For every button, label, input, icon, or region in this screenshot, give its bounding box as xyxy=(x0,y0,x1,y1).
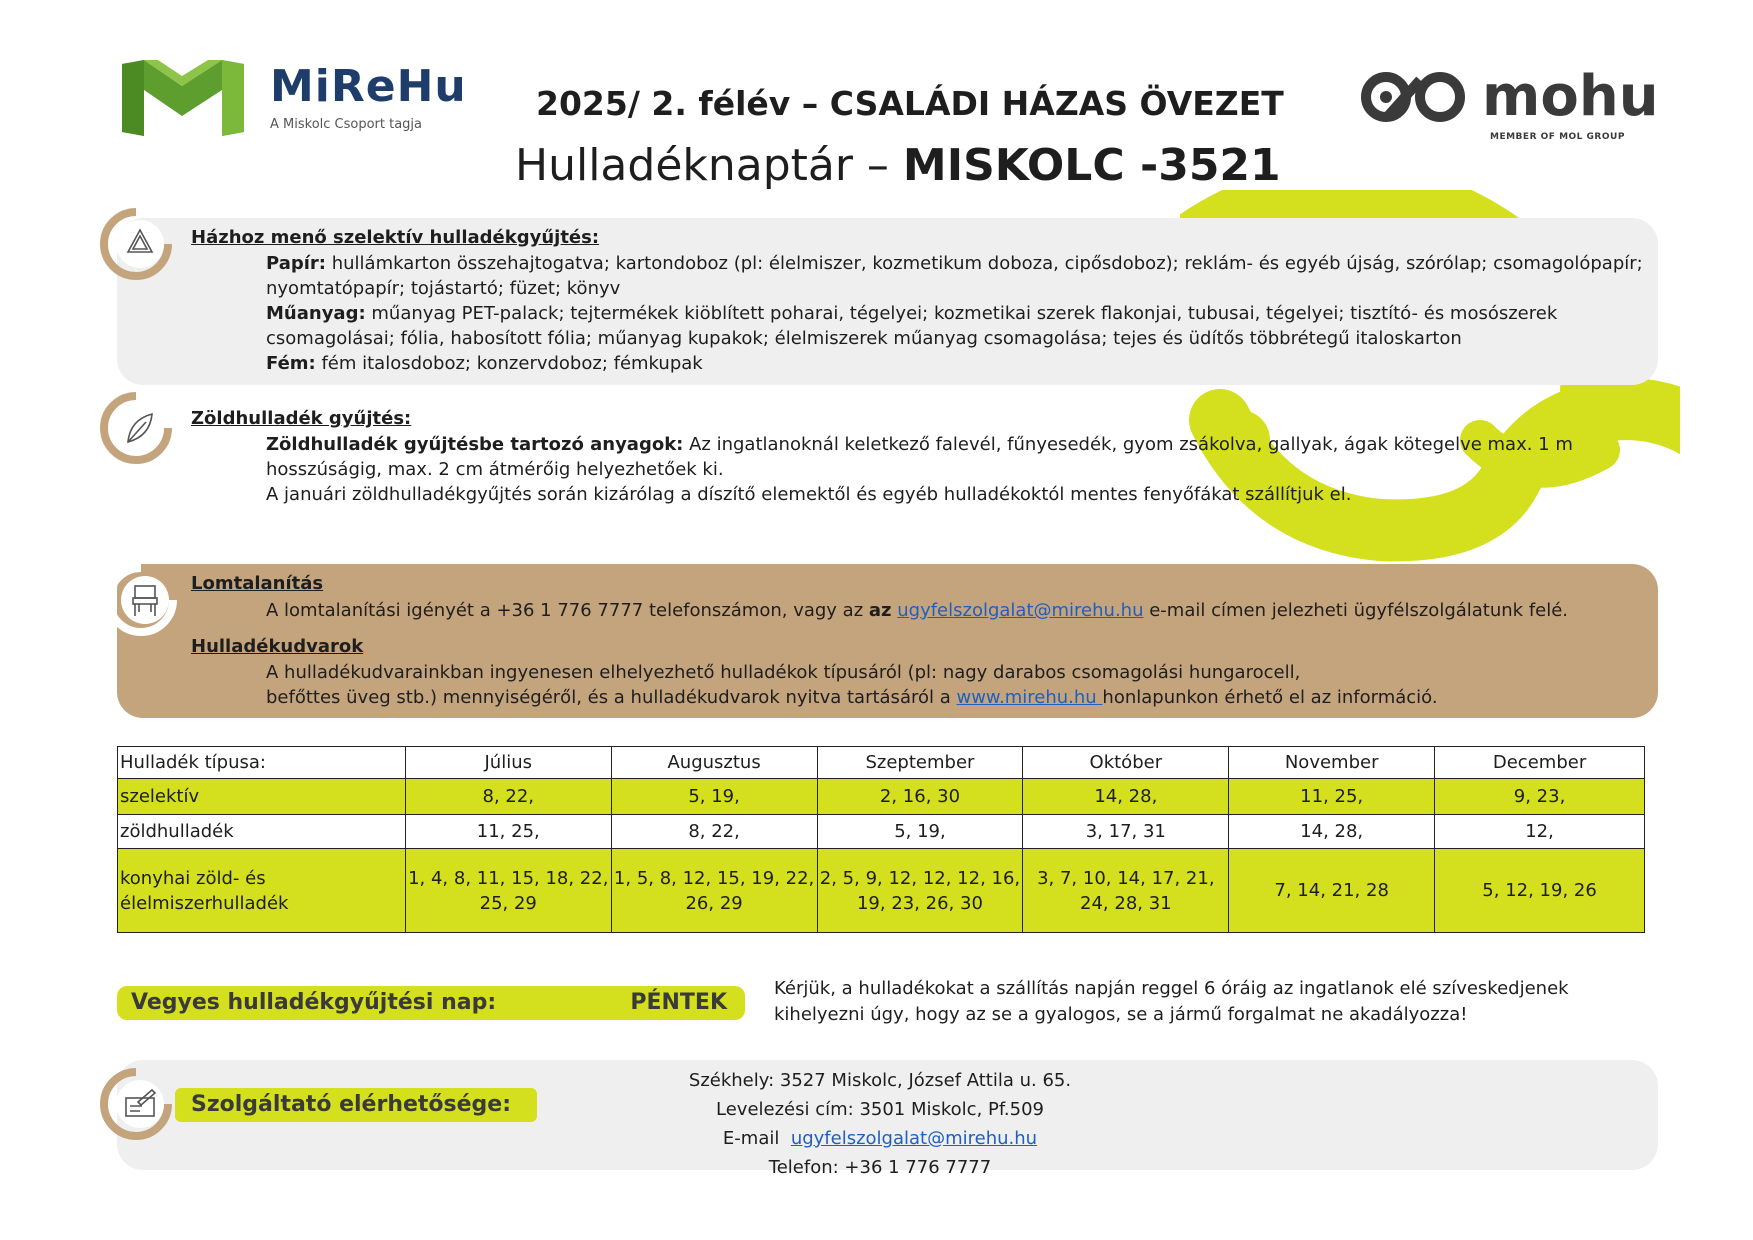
mirehu-brand-name: MiReHu xyxy=(270,60,467,112)
bulky-email-link[interactable]: ugyfelszolgalat@mirehu.hu xyxy=(897,600,1144,621)
header-month: November xyxy=(1229,747,1435,779)
green-january-line: A januári zöldhulladékgyűjtés során kizárólag a díszítő elemektől és egyéb hulladékoktól mentes fenyőfákat szállítjuk el. xyxy=(266,484,1352,505)
date-cell: 3, 17, 31 xyxy=(1023,815,1229,849)
green-materials-label: Zöldhulladék gyűjtésbe tartozó anyagok: xyxy=(266,434,684,455)
date-cell: 5, 19, xyxy=(611,779,817,815)
bulky-text-end: e-mail címen jelezheti ügyfélszolgálatunk felé. xyxy=(1143,600,1569,621)
date-cell: 2, 16, 30 xyxy=(817,779,1023,815)
date-cell: 5, 12, 19, 26 xyxy=(1435,849,1645,933)
paper-label: Papír: xyxy=(266,253,326,274)
selective-heading: Házhoz menő szelektív hulladékgyűjtés: xyxy=(191,227,600,248)
placement-note: Kérjük, a hulladékokat a szállítás napján reggel 6 óráig az ingatlanok elé szíveskedjenek kihelyezni úgy, hogy az se a gyalogos, se a jármű forgalmat ne akadályozza! xyxy=(774,978,1569,1025)
mirehu-tagline: A Miskolc Csoport tagja xyxy=(270,116,423,132)
leaf-icon xyxy=(100,392,172,464)
header-month: Október xyxy=(1023,747,1229,779)
yards-line-2-end: honlapunkon érhető el az információ. xyxy=(1102,687,1438,708)
yards-website-link[interactable]: www.mirehu.hu xyxy=(956,687,1103,708)
bulky-body xyxy=(266,598,1646,623)
yards-heading: Hulladékudvarok xyxy=(191,636,364,657)
table-row-selective xyxy=(118,779,1645,815)
bulky-text-start: A lomtalanítási igényét a xyxy=(266,600,497,621)
mirehu-logo-icon xyxy=(122,60,244,136)
green-materials-text: Az ingatlanoknál keletkező falevél, fűnyesedék, gyom zsákolva, gallyak, ágak kötegelve max. 1 m hosszúságig, max. 2 cm átmérőig helyezhetőek ki. xyxy=(266,434,1573,480)
bulky-heading: Lomtalanítás xyxy=(191,573,324,594)
mixed-waste-bar xyxy=(117,986,745,1020)
bulky-az: az xyxy=(868,600,892,621)
recycle-icon xyxy=(100,208,172,280)
date-cell: 8, 22, xyxy=(611,815,817,849)
date-cell: 7, 14, 21, 28 xyxy=(1229,849,1435,933)
date-cell: 2, 5, 9, 12, 12, 12, 16, 19, 23, 26, 30 xyxy=(817,849,1023,933)
mixed-waste-day: PÉNTEK xyxy=(630,990,727,1015)
yards-line-1: A hulladékudvarainkban ingyenesen elhelyezhető hulladékok típusáról (pl: nagy darabos csomagolási hungarocell, xyxy=(266,662,1301,683)
contact-mail-address: Levelezési cím: 3501 Miskolc, Pf.509 xyxy=(716,1099,1044,1120)
date-cell: 3, 7, 10, 14, 17, 21, 24, 28, 31 xyxy=(1023,849,1229,933)
schedule-table xyxy=(117,746,1645,933)
green-body xyxy=(266,432,1606,507)
mohu-logo xyxy=(1358,66,1659,142)
date-cell: 14, 28, xyxy=(1229,815,1435,849)
metal-text: fém italosdoboz; konzervdoboz; fémkupak xyxy=(315,353,703,374)
metal-label: Fém: xyxy=(266,353,316,374)
yards-line-2 xyxy=(266,685,1646,710)
header-waste-type: Hulladék típusa: xyxy=(118,747,406,779)
date-cell: 9, 23, xyxy=(1435,779,1645,815)
metal-line xyxy=(266,351,1646,376)
row-type: konyhai zöld- és élelmiszerhulladék xyxy=(118,849,406,933)
header-month: Szeptember xyxy=(817,747,1023,779)
yards-body xyxy=(266,660,1646,710)
yards-line-2-start: befőttes üveg stb.) mennyiségéről, és a hulladékudvarok nyitva tartásáról a xyxy=(266,687,957,708)
table-row-green xyxy=(118,815,1645,849)
schedule-header-row xyxy=(118,747,1645,779)
date-cell: 1, 4, 8, 11, 15, 18, 22, 25, 29 xyxy=(405,849,611,933)
table-row-kitchen xyxy=(118,849,1645,933)
contact-card-icon xyxy=(100,1068,172,1140)
row-type: szelektív xyxy=(118,779,406,815)
mohu-logo-icon xyxy=(1358,66,1468,128)
date-cell: 11, 25, xyxy=(405,815,611,849)
header-month: Július xyxy=(405,747,611,779)
green-heading: Zöldhulladék gyűjtés: xyxy=(191,408,412,429)
contact-email-link[interactable]: ugyfelszolgalat@mirehu.hu xyxy=(790,1128,1038,1149)
paper-text: hullámkarton összehajtogatva; kartondoboz (pl: élelmiszer, kozmetikum doboza, cipősdoboz); reklám- és egyéb újság, szórólap; csomagolópapír; nyomtatópapír; tojástartó; füzet; könyv xyxy=(266,253,1643,299)
contact-phone: Telefon: +36 1 776 7777 xyxy=(768,1157,992,1178)
date-cell: 14, 28, xyxy=(1023,779,1229,815)
green-materials-line xyxy=(266,432,1606,482)
date-cell: 8, 22, xyxy=(405,779,611,815)
header-month: Augusztus xyxy=(611,747,817,779)
title-calendar-area: MISKOLC -3521 xyxy=(902,140,1281,191)
header-month: December xyxy=(1435,747,1645,779)
date-cell: 11, 25, xyxy=(1229,779,1435,815)
plastic-line xyxy=(266,301,1646,351)
mirehu-logo xyxy=(122,60,467,136)
selective-body xyxy=(266,251,1646,376)
title-calendar xyxy=(515,140,1281,191)
plastic-label: Műanyag: xyxy=(266,303,366,324)
paper-line xyxy=(266,251,1646,301)
plastic-text: műanyag PET-palack; tejtermékek kiöblített poharai, tégelyei; kozmetikai szerek flakonjai, tubusai, tégelyei; tisztító- és mosószerek csomagolásai; fólia, habosított fólia; műanyag kupakok; élelmiszerek műanyag csomagolása; tejes és üdítős többrétegű italoskarton xyxy=(266,303,1558,349)
date-cell: 12, xyxy=(1435,815,1645,849)
title-semester: 2025/ 2. félév – CSALÁDI HÁZAS ÖVEZET xyxy=(536,84,1284,123)
bulky-text-middle: telefonszámon, vagy az xyxy=(643,600,869,621)
contact-email-label: E-mail xyxy=(722,1128,791,1149)
contact-label: Szolgáltató elérhetősége: xyxy=(175,1088,537,1122)
chair-icon xyxy=(105,564,177,636)
row-type: zöldhulladék xyxy=(118,815,406,849)
title-calendar-prefix: Hulladéknaptár – xyxy=(515,140,903,191)
mohu-subtitle: MEMBER OF MOL GROUP xyxy=(1490,132,1625,142)
date-cell: 5, 19, xyxy=(817,815,1023,849)
mohu-brand-name: mohu xyxy=(1482,64,1659,129)
bulky-phone: +36 1 776 7777 xyxy=(496,600,644,621)
contact-details xyxy=(580,1066,1180,1182)
date-cell: 1, 5, 8, 12, 15, 19, 22, 26, 29 xyxy=(611,849,817,933)
contact-email-line xyxy=(580,1124,1180,1153)
mixed-waste-label: Vegyes hulladékgyűjtési nap: xyxy=(131,990,497,1015)
contact-seat: Székhely: 3527 Miskolc, József Attila u. 65. xyxy=(688,1070,1072,1091)
